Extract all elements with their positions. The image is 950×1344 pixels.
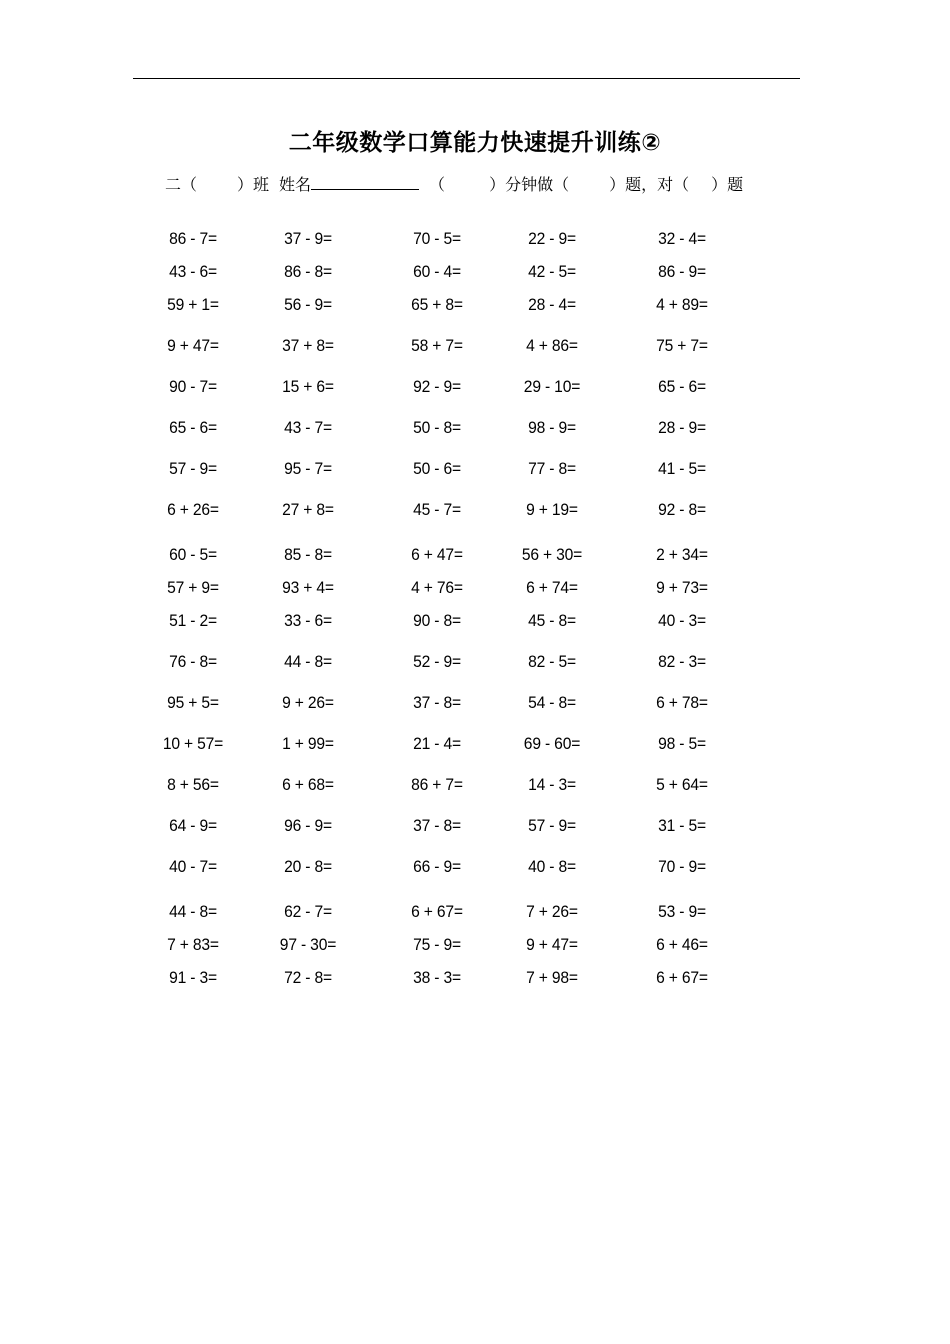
time-open: （: [429, 175, 446, 194]
problem-item: 40 - 7=: [169, 857, 217, 876]
problem-item: 44 - 8=: [169, 902, 217, 921]
problem-item: 64 - 9=: [169, 816, 217, 835]
problem-item: 15 + 6=: [282, 377, 334, 396]
problem-item: 9 + 19=: [526, 500, 578, 519]
problem-item: 50 - 6=: [413, 459, 461, 478]
problem-item: 66 - 9=: [413, 857, 461, 876]
problem-item: 85 - 8=: [284, 545, 332, 564]
problem-item: 41 - 5=: [658, 459, 706, 478]
problem-item: 29 - 10=: [523, 377, 581, 396]
problem-item: 62 - 7=: [284, 902, 332, 921]
problem-item: 91 - 3=: [169, 968, 217, 987]
problem-item: 77 - 8=: [528, 459, 576, 478]
problem-item: 60 - 4=: [413, 262, 461, 281]
problem-item: 59 + 1=: [167, 295, 219, 314]
problem-item: 9 + 47=: [167, 336, 219, 355]
problem-item: 37 - 9=: [284, 229, 332, 248]
problem-item: 6 + 78=: [656, 693, 708, 712]
problem-item: 31 - 5=: [658, 816, 706, 835]
problem-item: 20 - 8=: [284, 857, 332, 876]
problem-item: 51 - 2=: [169, 611, 217, 630]
problem-item: 22 - 9=: [528, 229, 576, 248]
problem-item: 45 - 7=: [413, 500, 461, 519]
problem-item: 90 - 7=: [169, 377, 217, 396]
problem-item: 4 + 89=: [656, 295, 708, 314]
problem-item: 56 + 30=: [521, 545, 583, 564]
problem-item: 6 + 74=: [526, 578, 578, 597]
problem-item: 33 - 6=: [284, 611, 332, 630]
problem-item: 10 + 57=: [162, 734, 224, 753]
class-suffix: ）班: [237, 175, 270, 194]
problem-item: 4 + 86=: [526, 336, 578, 355]
problem-item: 52 - 9=: [413, 652, 461, 671]
correct-suffix: ）题: [711, 175, 744, 194]
problem-item: 70 - 5=: [413, 229, 461, 248]
problem-item: 57 + 9=: [167, 578, 219, 597]
problem-item: 2 + 34=: [656, 545, 708, 564]
problem-item: 92 - 9=: [413, 377, 461, 396]
problem-item: 42 - 5=: [528, 262, 576, 281]
problem-item: 69 - 60=: [523, 734, 581, 753]
problem-item: 65 - 6=: [169, 418, 217, 437]
problem-item: 90 - 8=: [413, 611, 461, 630]
problem-item: 70 - 9=: [658, 857, 706, 876]
problem-item: 7 + 83=: [167, 935, 219, 954]
page-title: 二年级数学口算能力快速提升训练②: [288, 130, 662, 156]
problem-item: 6 + 67=: [656, 968, 708, 987]
problem-item: 98 - 5=: [658, 734, 706, 753]
problem-item: 9 + 73=: [656, 578, 708, 597]
problem-item: 56 - 9=: [284, 295, 332, 314]
problem-item: 96 - 9=: [284, 816, 332, 835]
problem-item: 6 + 46=: [656, 935, 708, 954]
problem-item: 98 - 9=: [528, 418, 576, 437]
problem-item: 38 - 3=: [413, 968, 461, 987]
name-label: 姓名: [279, 175, 312, 194]
problem-item: 28 - 4=: [528, 295, 576, 314]
problem-item: 50 - 8=: [413, 418, 461, 437]
problem-item: 92 - 8=: [658, 500, 706, 519]
problem-item: 6 + 26=: [167, 500, 219, 519]
problem-item: 7 + 98=: [526, 968, 578, 987]
problem-item: 58 + 7=: [411, 336, 463, 355]
problem-item: 93 + 4=: [282, 578, 334, 597]
problem-item: 37 + 8=: [282, 336, 334, 355]
count-suffix: ）题，对（: [609, 175, 690, 194]
problem-item: 28 - 9=: [658, 418, 706, 437]
problem-item: 72 - 8=: [284, 968, 332, 987]
problem-item: 5 + 64=: [656, 775, 708, 794]
problem-item: 4 + 76=: [411, 578, 463, 597]
problem-item: 86 - 7=: [169, 229, 217, 248]
problem-item: 32 - 4=: [658, 229, 706, 248]
problem-item: 9 + 26=: [282, 693, 334, 712]
problem-item: 60 - 5=: [169, 545, 217, 564]
problem-item: 45 - 8=: [528, 611, 576, 630]
problem-item: 57 - 9=: [528, 816, 576, 835]
problem-item: 95 - 7=: [284, 459, 332, 478]
problem-item: 97 - 30=: [279, 935, 337, 954]
problem-item: 86 + 7=: [411, 775, 463, 794]
problem-item: 53 - 9=: [658, 902, 706, 921]
problem-item: 6 + 67=: [411, 902, 463, 921]
problem-item: 86 - 8=: [284, 262, 332, 281]
problem-item: 44 - 8=: [284, 652, 332, 671]
problem-item: 43 - 7=: [284, 418, 332, 437]
problem-item: 54 - 8=: [528, 693, 576, 712]
problem-item: 65 + 8=: [411, 295, 463, 314]
problem-item: 65 - 6=: [658, 377, 706, 396]
problem-item: 7 + 26=: [526, 902, 578, 921]
problem-item: 6 + 68=: [282, 775, 334, 794]
problem-item: 43 - 6=: [169, 262, 217, 281]
problem-item: 27 + 8=: [282, 500, 334, 519]
problem-item: 86 - 9=: [658, 262, 706, 281]
problem-item: 37 - 8=: [413, 816, 461, 835]
problem-item: 6 + 47=: [411, 545, 463, 564]
problem-item: 37 - 8=: [413, 693, 461, 712]
problem-item: 76 - 8=: [169, 652, 217, 671]
time-suffix: ）分钟做（: [489, 175, 570, 194]
problem-item: 9 + 47=: [526, 935, 578, 954]
problem-item: 40 - 3=: [658, 611, 706, 630]
problem-item: 82 - 5=: [528, 652, 576, 671]
problem-item: 75 + 7=: [656, 336, 708, 355]
problem-item: 82 - 3=: [658, 652, 706, 671]
class-prefix: 二（: [165, 175, 198, 194]
problem-item: 14 - 3=: [528, 775, 576, 794]
problem-item: 8 + 56=: [167, 775, 219, 794]
problem-item: 1 + 99=: [282, 734, 334, 753]
problem-item: 95 + 5=: [167, 693, 219, 712]
problem-item: 21 - 4=: [413, 734, 461, 753]
problem-item: 40 - 8=: [528, 857, 576, 876]
problem-item: 57 - 9=: [169, 459, 217, 478]
problem-item: 75 - 9=: [413, 935, 461, 954]
